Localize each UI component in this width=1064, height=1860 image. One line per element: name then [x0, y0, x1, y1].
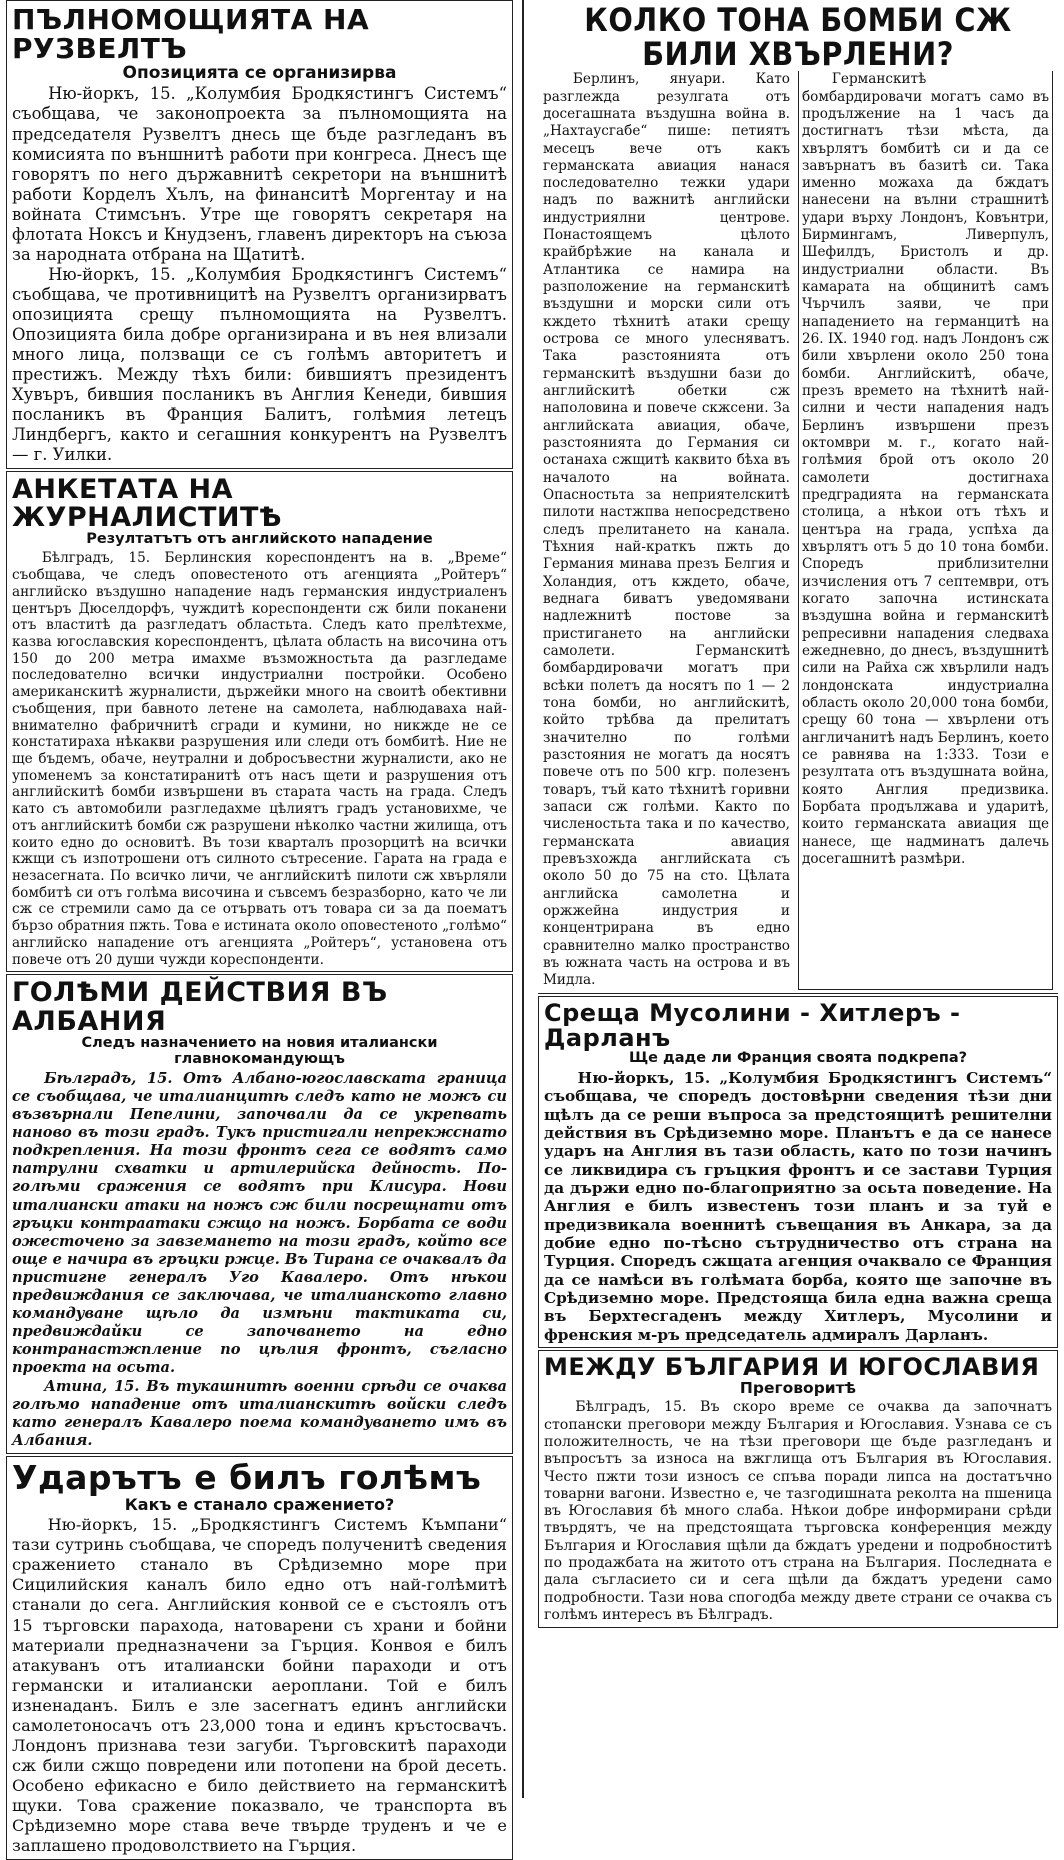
article-body [12, 84, 507, 464]
paragraph: Берлинъ, януари. Като разглежда резулгата отъ досегашната въздушна война в. „Нахтаусгабе“ пише: петиятъ месецъ вече отъ какъ германската авиация нанася последователно тежки удари надъ по важнитѣ английски индустриялни центрове. Понастоящемъ цѣлото крайбрѣжие на канала и Атлантика се намира на разположение на германскитѣ въздушни и морски сили отъ кждето тѣхнитѣ атаки срещу острова се много улесняватъ. Така разстоянията отъ германскитѣ въздушни бази до английскитѣ обетки сж наполовина и повече скжсени. За английската авиация, обаче, разстоянията до Германия си останаха сжщитѣ каквито бѣха въ началото на войната. Опасностьта за неприятелскитѣ пилоти настжпва непосредствено следъ прелитането на канала. Тѣхния най-краткъ пжть до Германия минава презъ Белгия и Холандия, отъ кждето, обаче, веднага биватъ уведомявани надлежнитѣ постове за пристигането на английски самолети. Германскитѣ бомбардировачи могатъ при всѣки полетъ да носятъ по 1 — 2 тона бомби, но английскитѣ, който трѣбва да прелитатъ значително по голѣми разстояния не могатъ да носятъ повече отъ по 500 кгр. полезенъ товаръ, тъй като тѣхнитѣ горивни запаси сж голѣми. Както по численостьта така и по качество, германската авиация превъзхожда английската съ около 50 до 75 на сто. Цѣлата английска самолетна и оржжейна индустрия и концентрирана въ едно сравнително малко пространство въ южната часть на острова и въ Мидла. [543, 71, 790, 989]
subheadline: Преговоритѣ [739, 1379, 857, 1398]
paragraph: Бѣлградъ, 15. Въ скоро време се очаква да започнатъ стопански преговори между България и Югославия. Узнава се съ положителность, че на тѣзи преговори ще бъде разгледанъ и въпросътъ за износа на вжглища отъ България въ Югославия. Често пжти този износъ се спъва поради липса на достатъчно товарни вагони. Известно е, че тазгодишната реколта на пшеница въ Югославия бѣ много слаба. Нѣкои добре информирани срѣди твърдятъ, че на предстоящата търговска конференция между България и Югославия щѣли да бждатъ уредени и подробноститѣ по продажбата на житото отъ страна на България. Последната е дала съгласието си и сега щѣли да бждатъ уредени само подробности. Тази нова спогодба между двете страни се очаква съ голѣмъ интересъ въ Бѣлградъ. [544, 1399, 1052, 1624]
article-meeting [538, 996, 1058, 1348]
left-column [6, 0, 513, 1856]
article-big-strike [6, 1456, 513, 1860]
headline: Ударътъ е билъ голѣмъ [12, 1457, 482, 1497]
paragraph: Бѣлградъ, 15. Берлинския кореспондентъ на в. „Време“ съобщава, че следъ оповестеното отъ агенцията „Ройтеръ“ английско въздушно нападение надъ германския индустриаленъ центъръ Дюселдорфъ, чуждитѣ кореспонденти сж били поканени отъ властитѣ да разгледатъ областьта. Следъ като прелѣтехме, казва югославския кореспондентъ, цѣлата область на височина отъ 150 до 200 метра имахме възможностьта да разгледаме последователно всички индустриални постройки. Особено американскитѣ журналисти, държейки много на своитѣ обективни съобщения, при бавното летене на самолета, наблюдаваха най-внимателно фабричнитѣ сгради и кумини, но никжде не се констатираха нѣкакви разрушения или следи отъ бомбитѣ. Ние не ще бъдемъ, обаче, неутрални и добросъвестни журналисти, ако не упоменемъ за констатиранитѣ отъ насъ щети и разрушения отъ английскитѣ бомби извършени въ старата часть на града. Следъ като съ автомобили разгледахме цѣлиятъ градъ установихме, че отъ английскитѣ бомби сж разрушени нѣколко частни жилища, отъ които едно до основитѣ. Въ този кварталъ прозорцитѣ на всички кжщи съ изпотрошени отъ силното сътресение. Гарата на града е незасегната. По всичко личи, че английскитѣ пилоти сж хвърляли бомбитѣ си отъ голѣма височина и съвсемъ безразборно, като че ли сж се стремили само да се отървать отъ товара си за да поематъ бързо обратния пжть. Това е истината около оповестеното „голѣмо“ английско нападение отъ агенцията „Ройтеръ“, установена отъ повече отъ 20 души чужди кореспонденти. [12, 550, 507, 968]
subheadline: Резултатътъ отъ английското нападение [86, 531, 433, 548]
article-body [544, 1399, 1052, 1624]
article-subcolumn-left [543, 71, 790, 989]
paragraph: Ню-йоркъ, 15. „Колумбия Бродкястингъ Системъ“ съобщава, че законопроекта за пълномощията на председателя Рузвелтъ днесь ще бъде разгледанъ въ комисията по външнитѣ работи при конгреса. Днесъ ще говорятъ по него държавнитѣ секретори на външнитѣ работи Корделъ Хълъ, на финанситѣ Моргентау и на войната Стимсънъ. Утре ще говорятъ секретаря на флотата Ноксъ и Кнудзенъ, главенъ директоръ на съюза за народната отбрана на Щатитѣ. [12, 84, 507, 264]
article-bomb-tonnage [538, 0, 1058, 994]
article-body [12, 550, 507, 968]
subheadline: Следъ назначението на новия италиански главнокомандующъ [81, 1035, 438, 1067]
article-columns [543, 71, 1053, 989]
headline: МЕЖДУ БЪЛГАРИЯ И ЮГОСЛАВИЯ [544, 1353, 1040, 1382]
paragraph: Германскитѣ бомбардировачи могатъ само въ продължение на 1 часъ да достигнатъ тѣзи мѣста, да хвърлятъ бомбитѣ си и да се завърнатъ въ базитѣ си. Така именно можаха да бждатъ нанесени на вълни страшнитѣ удари върху Лондонъ, Ковънтри, Бирмингамъ, Ливерпулъ, Шефилдъ, Бристолъ и др. индустриални области. Въ камарата на общинитѣ самъ Чърчилъ заяви, че при нападението на германцитѣ на 26. IX. 1940 год. надъ Лондонъ сж били хвърлени около 250 тона бомби. Английскитѣ, обаче, презъ времето на тѣхнитѣ най-силни и чести нападения надъ Берлинъ извършени презъ октомври м. г., когато най-голѣмия брой отъ около 20 самолети достигнаха предградията на германската столица, а нѣкои отъ тѣхъ и центъра на града, успѣха да хвърлятъ отъ 5 до 10 тона бомби. Споредъ приблизителни изчисления отъ 7 септември, отъ когато започна истинската въздушна война и германскитѣ репресивни нападения следваха ежедневно, до днесъ, въздушнитѣ сили на Райха сж хвърлили надъ лондонската индустриална область около 20,000 тона бомби, срещу 60 тона — хвърлени отъ англичанитѣ надъ Берлинъ, което се равнява на 1:333. Този е резултата отъ въздушната война, която Англия предизвика. Борбата продължава и ударитѣ, които германската авиация ще нанесе, ще надминатъ далечь досегашнитѣ размѣри. [802, 71, 1049, 867]
article-roosevelt-powers [6, 0, 513, 469]
article-body [12, 1515, 507, 1856]
paragraph: Ню-йоркъ, 15. „Колумбия Бродкястингъ Системъ“ съобщава, че споредъ достовѣрни сведения тѣзи дни щѣлъ да се реши въпроса за предстоящитѣ решителни действия въ Срѣдиземно море. Планътъ е да се нанесе ударъ на Англия въ тази область, като по този начинъ се ликвидира съ гръцкия фронтъ и се застави Турция да държи едно по-благоприятно за осьта поведение. На Англия е билъ известенъ този планъ и за туй е предизвикала военнитѣ съвещания въ Анкара, за да добие едно по-тѣсно сътрудничество отъ страна на Турция. Споредъ сжщата агенция очаквало се Франция да се намѣси въ голѣмата борба, която ще започне въ Срѣдиземно море. Предстояща била една важна среща въ Берхтесгаденъ между Хитлеръ, Мусолини и френския м-ръ председатель адмиралъ Дарланъ. [544, 1068, 1052, 1344]
subheadline: Опозицията се организирва [122, 62, 397, 83]
right-column [538, 0, 1058, 1624]
paragraph: Ню-йоркъ, 15. „Колумбия Бродкястингъ Системъ“ съобщава, че противницитѣ на Рузвелтъ организирватъ опозицията срещу пълномощията на Рузвелтъ. Опозицията била добре организирана и въ нея влизали много лица, ползващи се съ голѣмъ авторитетъ и престижъ. Между тѣхъ били: бившиятъ президентъ Хувъръ, бившия посланикъ въ Англия Кенеди, бившия посланикъ въ Франция Балитъ, голѣмия летецъ Линдбергъ, както и сегашния конкурентъ на Рузвелтъ — г. Уилки. [12, 264, 507, 464]
column-divider [522, 0, 524, 1798]
paragraph: Бѣлградъ, 15. Отъ Албано-югославската граница се съобщава, че италианцитѣ следъ като не можъ си възвърнали Пепелини, започвали да се укрепвать наново въ този градъ. Тукъ пристигали непрекжснато подкрепления. На този фронтъ сега се водятъ само патрулни схватки и артилерийска дейность. По-голѣми сражения се водятъ при Клисура. Нови италиански атаки на ножъ сж били посрещнати отъ гръцки контраатаки сжщо на ножъ. Борбата се води ожесточено за завземането на този градъ, който все още е начира въ гръцки ржце. Въ Тирана се очаквалъ да пристигне генералъ Уго Кавалеро. Отъ нѣкои предвиждания се заключава, че италианското главно командуване щѣло да измѣни тактиката си, предвиждайки се започването на едно контранастжпление по цѣлия фронтъ, съгласно проекта на осьта. [12, 1069, 508, 1377]
headline: ГОЛѢМИ ДЕЙСТВИЯ ВЪ АЛБАНИЯ [12, 977, 388, 1037]
headline: КОЛКО ТОНА БОМБИ СЖ БИЛИ ХВЪРЛЕНИ? [584, 1, 1012, 73]
article-journalists-survey [6, 471, 513, 973]
subheadline: Ще даде ли Франция своята подкрепа? [628, 1049, 968, 1066]
headline: АНКЕТАТА НА ЖУРНАЛИСТИТѢ [12, 473, 283, 534]
article-body [12, 1070, 507, 1450]
article-subcolumn-right [798, 71, 1053, 989]
article-albania-actions [6, 974, 513, 1454]
headline: ПЪЛНОМОЩИЯТА НА РУЗВЕЛТЪ [12, 3, 370, 66]
article-body [544, 1069, 1052, 1344]
headline: Среща Мусолини - Хитлеръ - Дарланъ [544, 998, 961, 1052]
article-bulgaria-yugoslavia [538, 1350, 1058, 1628]
subheadline: Какъ е станало сражението? [124, 1494, 395, 1514]
paragraph: Ню-йоркъ, 15. „Бродкястингъ Системъ Къмпани“ тази сутринь съобщава, че споредъ полученитѣ сведения сражението станало въ Срѣдиземно море при Сицилийския каналъ било едно отъ най-голѣмитѣ станали до сега. Английския конвой се е състоялъ отъ 15 търговски парахода, натоварени съ храни и бойни материали предназначени за Гърция. Конвоя е билъ атакуванъ отъ италиански бойни параходи и отъ германски и италиански аероплани. Той е билъ изненаданъ. Билъ е зле засегнатъ единъ английски самолетоносачъ отъ 23,000 тона и единъ кръстосвачъ. Лондонъ признава тези загуби. Търговскитѣ параходи сж били сжщо повредени или потопени на брой десеть. Особено ефикасно е било действието на германскитѣ щуки. Това сражение показвало, че транспорта въ Срѣдиземно море става вече твърде труденъ и че е заплашено продоволствието на Гърция. [12, 1515, 507, 1856]
paragraph: Атина, 15. Въ тукашнитѣ военни срѣди се очаква голѣмо нападение отъ италианскитѣ войски следъ като генералъ Кавалеро поема командуването имъ въ Албания. [12, 1377, 507, 1449]
article-body [543, 71, 790, 989]
article-body [802, 71, 1049, 868]
